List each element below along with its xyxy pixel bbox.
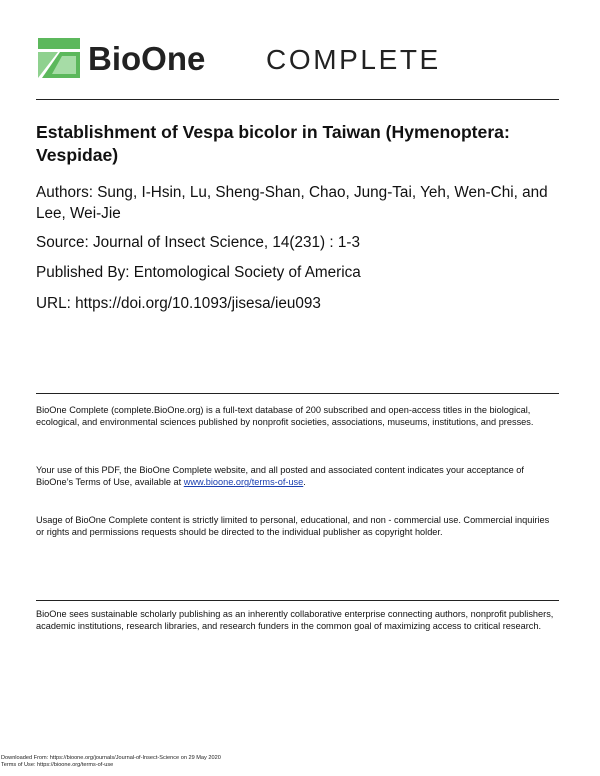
bioone-logo-icon <box>38 38 80 78</box>
article-title: Establishment of Vespa bicolor in Taiwan (Hymenoptera: Vespidae) <box>36 122 510 165</box>
terms-notice <box>36 464 556 489</box>
about-description: BioOne Complete (complete.BioOne.org) is a full-text database of 200 subscribed and open-access titles in the biological, ecological, and environmental sciences published by nonprofit societies, associations, museums, institutions, and presses. <box>36 405 534 428</box>
article-authors: Authors: Sung, I-Hsin, Lu, Sheng-Shan, Chao, Jung-Tai, Yeh, Wen-Chi, and Lee, Wei-Jie <box>36 184 548 222</box>
usage-notice: Usage of BioOne Complete content is strictly limited to personal, educational, and non - commercial use. Commercial inquiries or rights and permissions requests should be directed to the individual publisher as copyright holder. <box>36 515 550 538</box>
mission-divider <box>36 600 559 601</box>
footer-downloaded: Downloaded From: https://bioone.org/journals/Journal-of-Insect-Science on 29 May 2020 <box>1 755 221 761</box>
article-url: URL: https://doi.org/10.1093/jisesa/ieu093 <box>36 295 321 312</box>
article-source: Source: Journal of Insect Science, 14(231) : 1-3 <box>36 234 360 251</box>
footer-terms: Terms of Use: https://bioone.org/terms-of-use <box>1 762 114 768</box>
info-divider <box>36 393 559 394</box>
logo-brand-text: BioOne <box>88 40 206 77</box>
logo-product-text: COMPLETE <box>266 44 441 75</box>
terms-suffix: . <box>303 477 306 488</box>
terms-of-use-link[interactable]: www.bioone.org/terms-of-use <box>183 477 304 488</box>
bioone-logo <box>38 38 441 80</box>
article-publisher: Published By: Entomological Society of America <box>36 264 361 281</box>
terms-prefix: Your use of this PDF, the BioOne Complete website, and all posted and associated content indicates your acceptance of BioOne’s Terms of Use, available at <box>36 465 524 488</box>
mission-statement: BioOne sees sustainable scholarly publishing as an inherently collaborative enterprise connecting authors, nonprofit publishers, academic institutions, research libraries, and research funders in the common goal of maximizing access to critical research. <box>36 609 554 632</box>
header-divider <box>36 99 559 100</box>
